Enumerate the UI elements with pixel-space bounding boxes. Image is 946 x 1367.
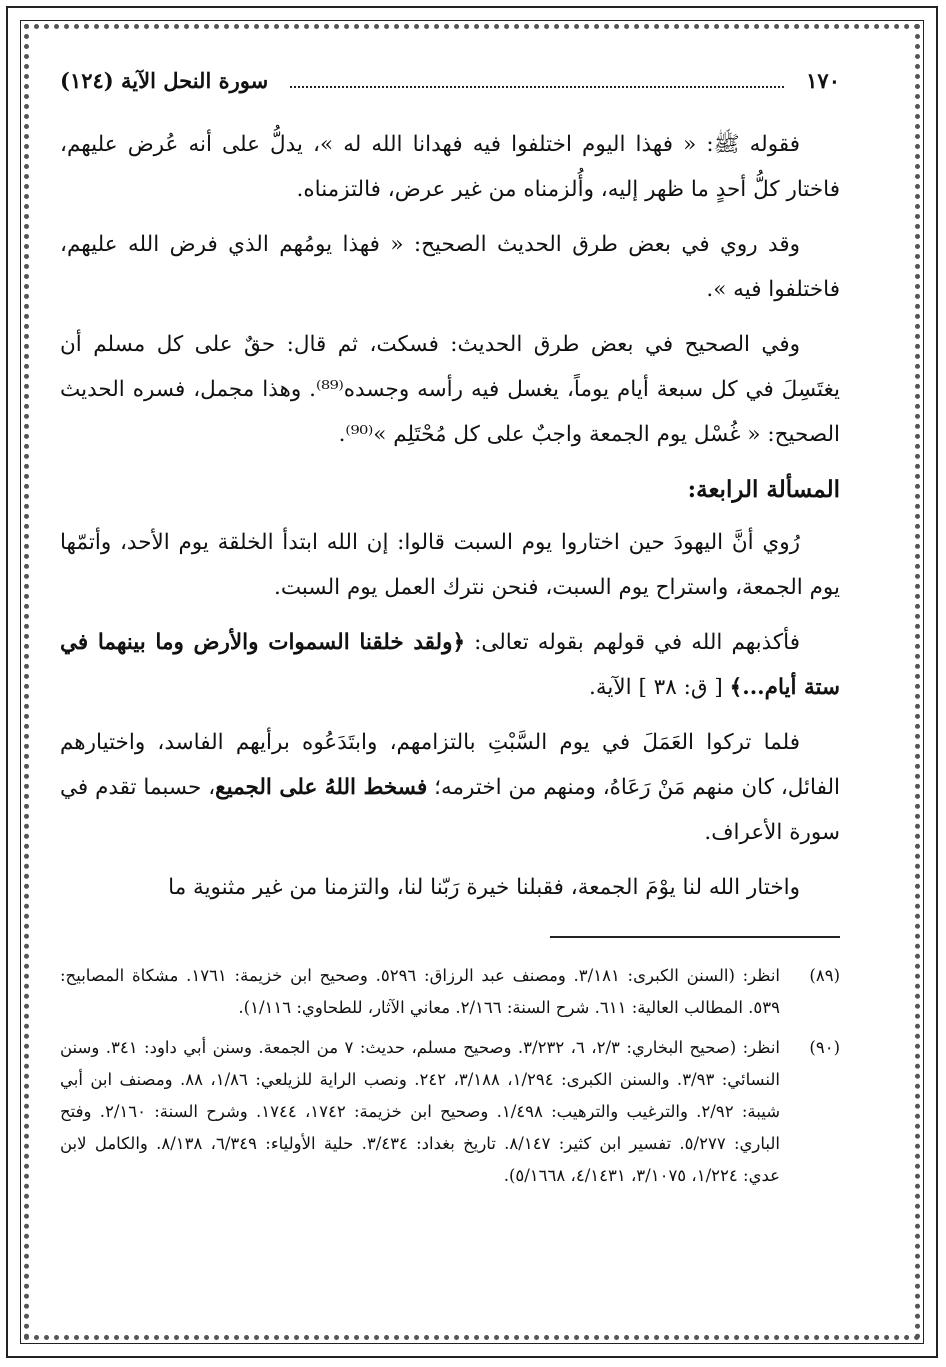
footnote-text: انظر: (صحيح البخاري: ٢/٣، ٦، ٣/٢٣٢. وصحيح مسلم، حديث: ٧ من الجمعة. وسنن أبي داود: ٣٤١. وسنن النسائي: ٣/٩٣. والسنن الكبرى: ١/٢٩٤، ٣/١٨٨، ٢٤٢. ونصب الراية للزيلعي: ١/٨٦، ٨٨. ومصنف ابن أبي شيبة: ٢/٩٢. والترغيب والترهيب: ١/٤٩٨. وصحيح ابن خزيمة: ١٧٤٢، ١٧٤٤. وشرح السنة: ٢/١٦٠. وفتح الباري: ٥/٢٧٧. تفسير ابن كثير: ٨/١٤٧. تاريخ بغداد: ٣/٤٣٤. حلية الأولياء: ٦/٣٤٩، ٨/١٣٨. والكامل لابن عدي: ١/٢٢٤، ٣/١٠٧٥، ٤/١٤٣١، ٥/١٦٦٨).	[60, 1038, 781, 1185]
paragraph-7: واختار الله لنا يوْمَ الجمعة، فقبلنا خيرة رَبّنا لنا، والتزمنا من غير مثنوية ما	[168, 875, 800, 900]
verse-reference: [ ق: ٣٨ ] الآية.	[589, 675, 730, 700]
main-text	[60, 122, 840, 910]
paragraph-4: رُوي أنَّ اليهودَ حين اختاروا يوم السبت قالوا: إن الله ابتدأ الخلقة يوم الأحد، وأتمّها يوم الجمعة، واستراح يوم السبت، فنحن نترك العمل يوم السبت.	[60, 530, 840, 600]
footnote-90	[60, 1032, 840, 1192]
section-heading: المسألة الرابعة:	[687, 476, 840, 503]
paragraph-5-intro: فأكذبهم الله في قولهم بقوله تعالى:	[465, 630, 800, 655]
paragraph-3: وفي الصحيح في بعض طرق الحديث: فسكت، ثم قال: حقٌ على كل مسلم أن يغتَسِلَ في كل سبعة أيام يوماً، يغسل فيه رأسه وجسده⁽⁸⁹⁾. وهذا مجمل، فسره الحديث الصحيح: « غُسْل يوم الجمعة واجبٌ على كل مُحْتَلِم »⁽⁹⁰⁾.	[60, 332, 840, 447]
footnote-text: انظر: (السنن الكبرى: ٣/١٨١. ومصنف عبد الرزاق: ٥٢٩٦. وصحيح ابن خزيمة: ١٧٦١. مشكاة المصابيح: ٥٣٩. المطالب العالية: ٦١١. شرح السنة: ٢/١٦٦. معاني الآثار، للطحاوي: ١/١١٦).	[60, 966, 780, 1017]
book-page	[60, 60, 840, 1310]
paragraph-6-part-1: فلما تركوا العَمَلَ في يوم السَّبْتِ بالتزامهم، وابتَدَعُوه برأيهم الفاسد، واختيارهم الفائل، كان منهم مَنْ رَعَاهُ، ومنهم من اخترمه؛	[60, 730, 840, 800]
quran-verse: ﴿ولقد خلقنا السموات والأرض وما بينهما في ستة أيام...﴾	[60, 630, 840, 700]
paragraph-6-part-2: ، حسبما تقدم في سورة الأعراف.	[60, 775, 840, 845]
paragraph-6	[60, 720, 840, 855]
footnote-number: (٩٠)	[809, 1038, 840, 1057]
footnote-number: (٨٩)	[809, 966, 840, 985]
footnote-separator	[550, 936, 840, 938]
paragraph-1: فقوله ﷺ: « فهذا اليوم اختلفوا فيه فهدانا الله له »، يدلُّ على أنه عُرض عليهم، فاختار كلُّ أحدٍ ما ظهر إليه، وأُلزمناه من غير عرض، فالتزمناه.	[60, 132, 840, 202]
paragraph-5	[60, 620, 840, 710]
header-title: سورة النحل الآية (١٢٤)	[60, 67, 269, 93]
header-dot-leader	[290, 72, 784, 88]
footnote-89	[60, 960, 840, 1024]
page-number: ١٧٠	[806, 67, 840, 93]
running-header	[60, 60, 840, 100]
paragraph-6-bold: فسخط اللهُ على الجميع	[215, 775, 428, 800]
paragraph-2: وقد روي في بعض طرق الحديث الصحيح: « فهذا يومُهم الذي فرض الله عليهم، فاختلفوا فيه ».	[60, 232, 840, 302]
